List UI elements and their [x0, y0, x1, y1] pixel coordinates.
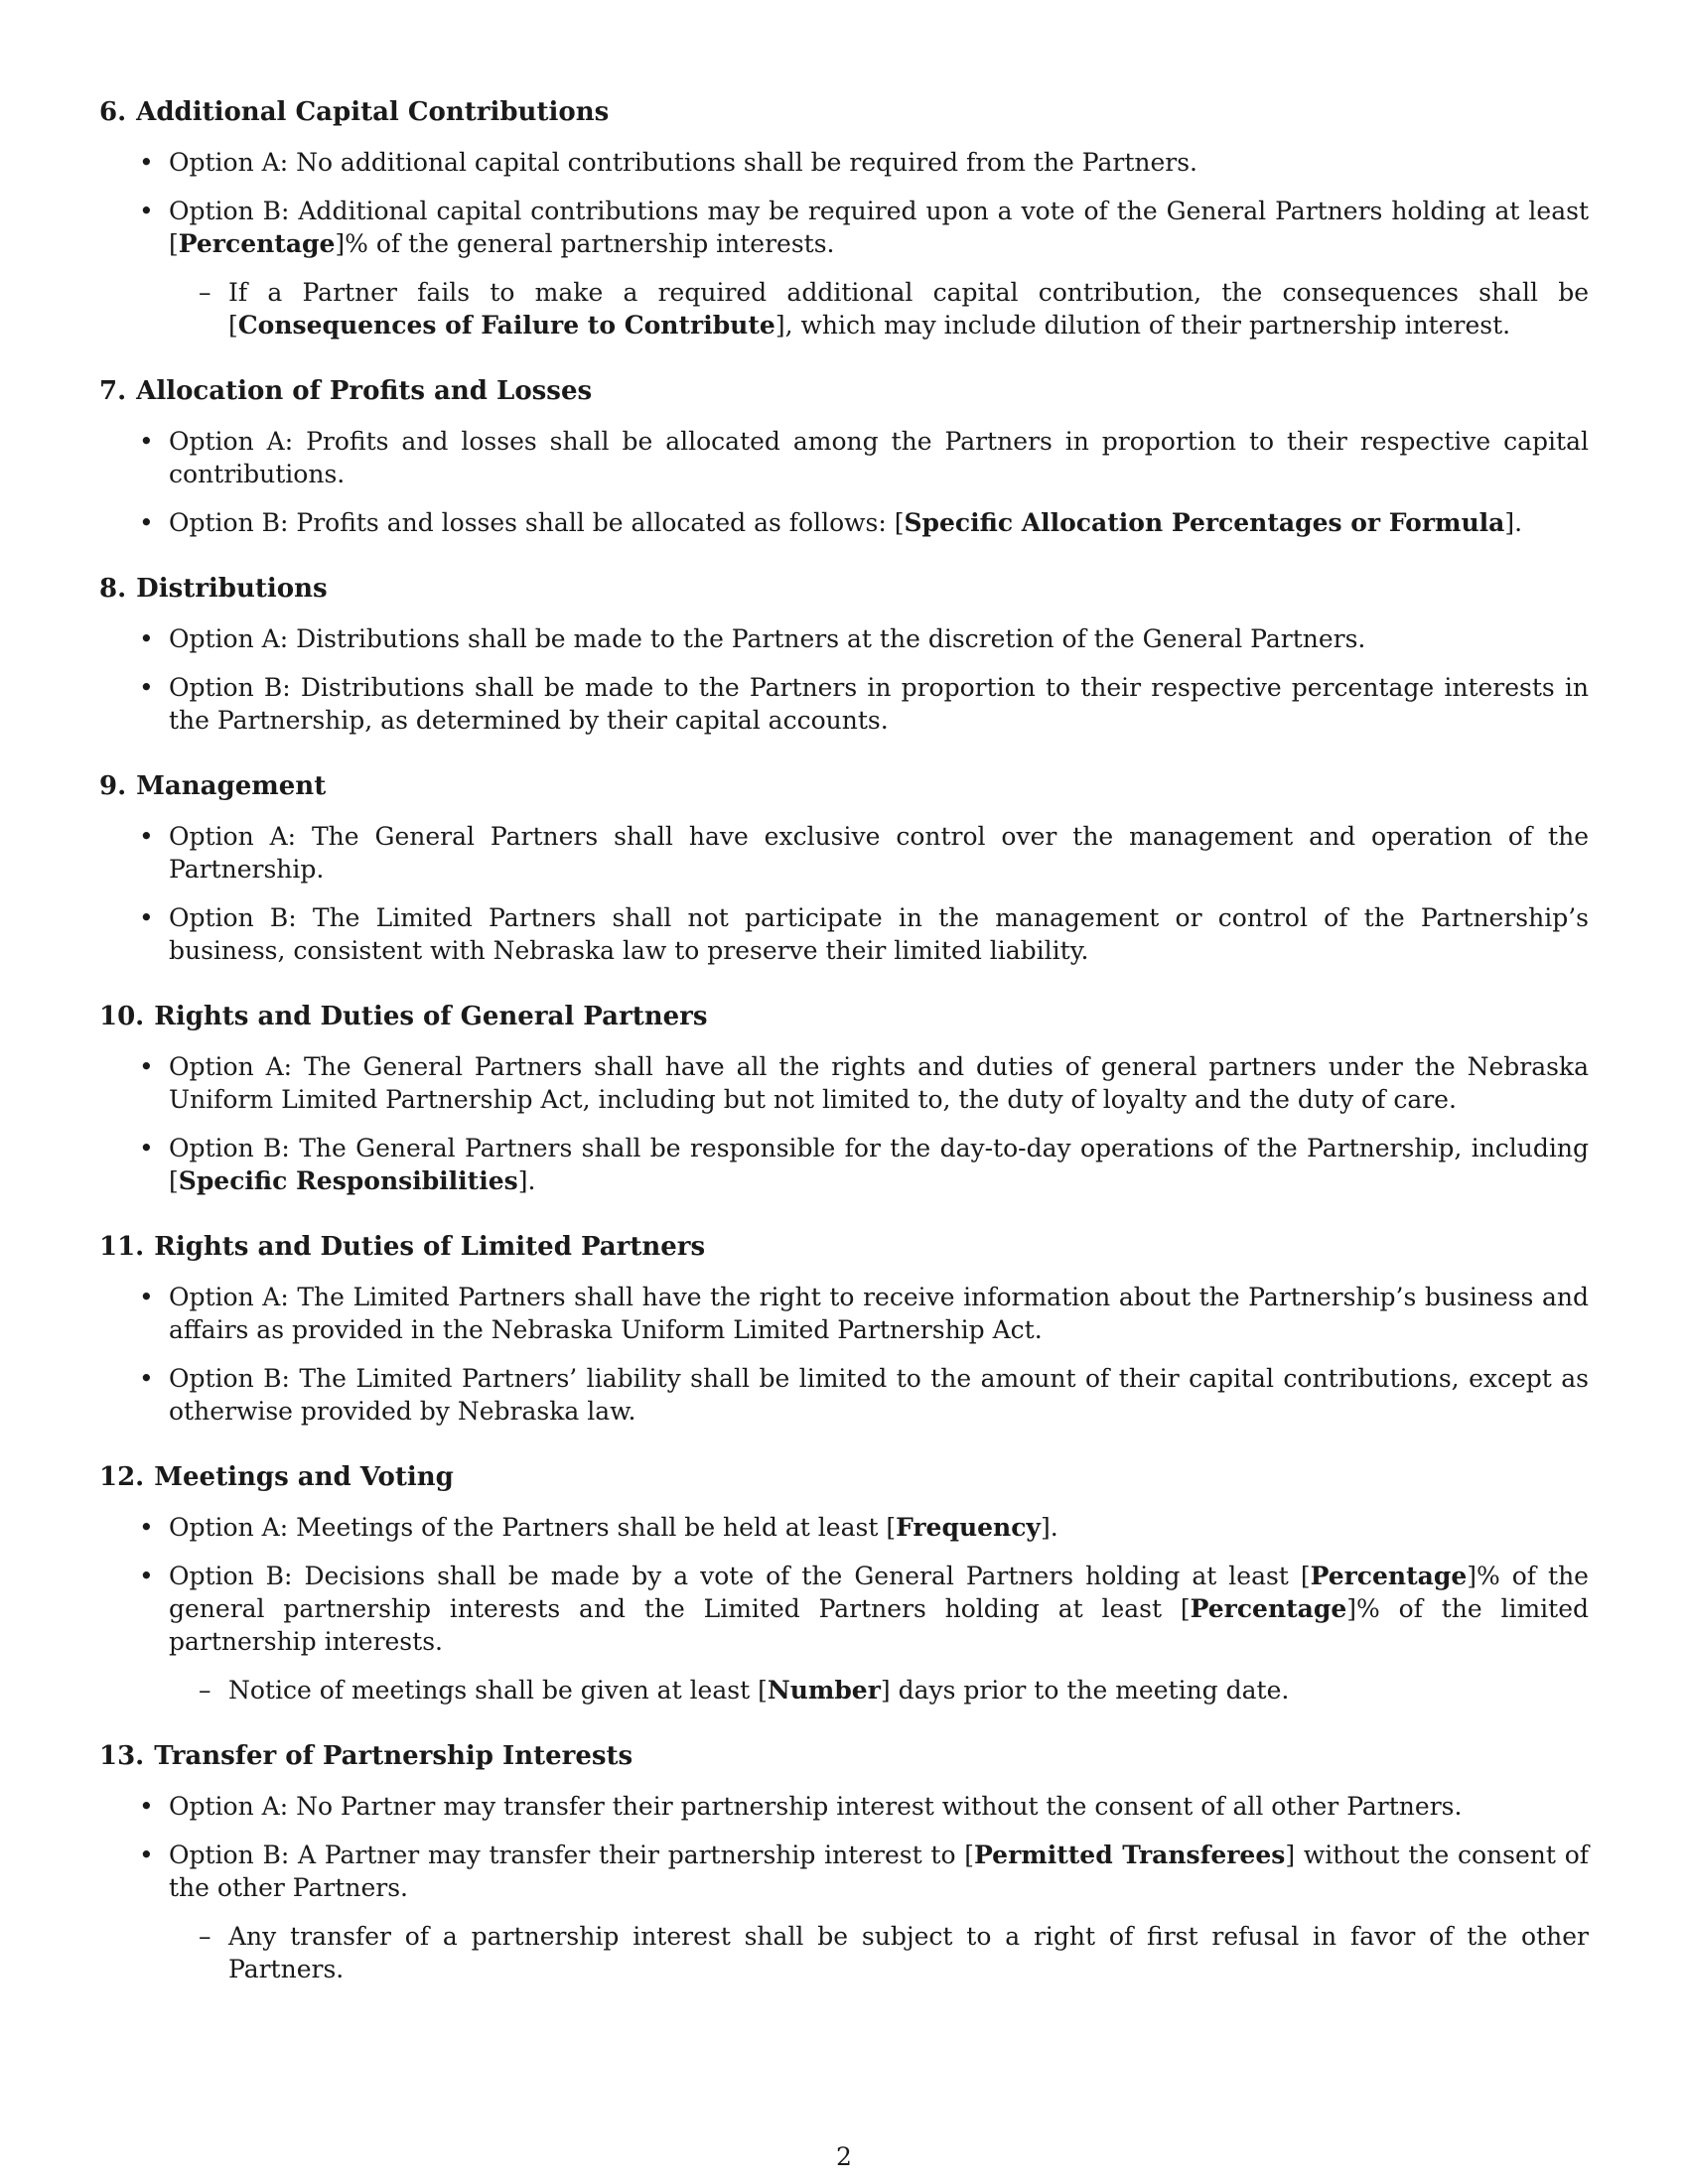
option-item [99, 146, 1589, 179]
option-item [99, 195, 1589, 341]
option-item [99, 506, 1589, 539]
section-9 [99, 770, 1589, 967]
option-list [99, 1511, 1589, 1706]
option-item [99, 1281, 1589, 1346]
sub-item-text [228, 1676, 1289, 1705]
bullet-icon: • [139, 903, 154, 932]
section-heading [99, 1001, 1589, 1033]
bullet-icon: • [139, 508, 154, 537]
option-text [169, 508, 1522, 537]
option-item [99, 1790, 1589, 1823]
section-heading [99, 96, 1589, 129]
text-run: Notice of meetings shall be given at least [ [228, 1676, 768, 1705]
option-text [169, 1283, 1589, 1344]
bullet-icon: • [139, 624, 154, 653]
text-run: Option A: Distributions shall be made to the Partners at the discretion of the General Partners. [169, 624, 1366, 653]
section-7 [99, 375, 1589, 539]
option-text [169, 1562, 1589, 1656]
bullet-icon: • [139, 1841, 154, 1869]
text-run: ] without the consent of the other Partners. [169, 1841, 1589, 1902]
text-run: If a Partner fails to make a required additional capital contribution, the consequences shall be [ [228, 278, 1589, 340]
section-title: Allocation of Profits and Losses [136, 376, 593, 406]
dash-icon: – [199, 1676, 211, 1705]
placeholder-field: Percentage [1310, 1562, 1468, 1590]
text-run: ]. [1504, 508, 1523, 537]
bullet-icon: • [139, 1364, 154, 1393]
option-item [99, 671, 1589, 737]
sub-list [169, 1920, 1589, 1985]
text-run: ]% of the limited partnership interests. [169, 1594, 1590, 1656]
section-number: 8. [99, 574, 127, 604]
option-item [99, 1839, 1589, 1985]
text-run: Option B: The Limited Partners shall not participate in the management or control of the Partnership’s business, consistent with Nebraska law to preserve their limited liability. [169, 903, 1589, 965]
option-item [99, 1511, 1589, 1544]
option-text [169, 624, 1365, 653]
option-text [169, 1841, 1589, 1902]
section-number: 9. [99, 771, 127, 801]
text-run: Option A: Meetings of the Partners shall be held at least [ [169, 1513, 897, 1542]
placeholder-field: Specific Allocation Percentages or Formula [904, 508, 1505, 537]
dash-icon: – [199, 278, 211, 307]
option-list [99, 820, 1589, 967]
document-page [99, 96, 1589, 2019]
section-heading [99, 770, 1589, 803]
section-number: 6. [99, 97, 127, 127]
dash-icon: – [199, 1922, 211, 1951]
section-title: Additional Capital Contributions [136, 97, 610, 127]
option-text [169, 903, 1589, 965]
placeholder-field: Number [767, 1676, 881, 1705]
bullet-icon: • [139, 197, 154, 225]
section-11 [99, 1231, 1589, 1428]
section-title: Meetings and Voting [154, 1462, 454, 1492]
section-10 [99, 1001, 1589, 1197]
bullet-icon: • [139, 822, 154, 851]
option-list [99, 425, 1589, 539]
text-run: Option B: Decisions shall be made by a vote of the General Partners holding at least [ [169, 1562, 1311, 1590]
text-run: Option B: Distributions shall be made to the Partners in proportion to their respective percentage interests in the Partnership, as determined by their capital accounts. [169, 673, 1589, 735]
option-text [169, 197, 1589, 258]
option-item [99, 901, 1589, 967]
text-run: ]% of the general partnership interests. [335, 229, 835, 258]
placeholder-field: Permitted Transferees [974, 1841, 1286, 1869]
option-list [99, 1050, 1589, 1197]
sub-item [169, 1920, 1589, 1985]
option-text [169, 148, 1197, 177]
section-number: 13. [99, 1741, 145, 1771]
page-number: 2 [836, 2142, 852, 2171]
section-title: Distributions [136, 574, 328, 604]
option-text [169, 673, 1589, 735]
section-number: 10. [99, 1002, 145, 1031]
section-8 [99, 573, 1589, 737]
bullet-icon: • [139, 1792, 154, 1821]
section-title: Rights and Duties of Limited Partners [154, 1232, 706, 1262]
section-6 [99, 96, 1589, 341]
placeholder-field: Frequency [896, 1513, 1041, 1542]
text-run: ], which may include dilution of their partnership interest. [774, 311, 1511, 340]
text-run: Any transfer of a partnership interest shall be subject to a right of first refusal in favor of the other Partners. [228, 1922, 1589, 1983]
sub-item [169, 1674, 1589, 1706]
bullet-icon: • [139, 673, 154, 702]
text-run: Option A: Profits and losses shall be allocated among the Partners in proportion to their respective capital contributions. [169, 427, 1589, 488]
text-run: Option A: No Partner may transfer their partnership interest without the consent of all other Partners. [169, 1792, 1463, 1821]
bullet-icon: • [139, 1134, 154, 1162]
section-heading [99, 1231, 1589, 1264]
text-run: Option A: The Limited Partners shall have the right to receive information about the Partnership’s business and affairs as provided in the Nebraska Uniform Limited Partnership Act. [169, 1283, 1589, 1344]
option-text [169, 427, 1589, 488]
sub-item-text [228, 278, 1589, 340]
text-run: Option A: The General Partners shall have exclusive control over the management and operation of the Partnership. [169, 822, 1589, 884]
option-item [99, 425, 1589, 490]
text-run: ]. [1040, 1513, 1058, 1542]
option-text [169, 822, 1589, 884]
text-run: Option B: Additional capital contributions may be required upon a vote of the General Partners holding at least [ [169, 197, 1589, 258]
option-text [169, 1792, 1462, 1821]
bullet-icon: • [139, 1513, 154, 1542]
bullet-icon: • [139, 1562, 154, 1590]
placeholder-field: Percentage [1190, 1594, 1347, 1623]
sub-list [169, 276, 1589, 341]
text-run: Option A: The General Partners shall have all the rights and duties of general partners under the Nebraska Uniform Limited Partnership Act, including but not limited to, the duty of loyalty and the duty of care. [169, 1052, 1589, 1114]
section-title: Management [136, 771, 327, 801]
text-run: Option B: Profits and losses shall be allocated as follows: [ [169, 508, 905, 537]
option-text [169, 1052, 1589, 1114]
option-item [99, 1050, 1589, 1116]
text-run: ]% of the general partnership interests and the Limited Partners holding at least [ [169, 1562, 1589, 1623]
bullet-icon: • [139, 427, 154, 456]
section-heading [99, 573, 1589, 606]
section-title: Transfer of Partnership Interests [154, 1741, 633, 1771]
option-list [99, 1790, 1589, 1985]
text-run: Option B: A Partner may transfer their partnership interest to [ [169, 1841, 975, 1869]
section-number: 12. [99, 1462, 145, 1492]
section-12 [99, 1461, 1589, 1706]
placeholder-field: Percentage [178, 229, 336, 258]
option-item [99, 1362, 1589, 1428]
section-heading [99, 1740, 1589, 1773]
text-run: ] days prior to the meeting date. [880, 1676, 1290, 1705]
option-list [99, 1281, 1589, 1428]
sub-list [169, 1674, 1589, 1706]
section-heading [99, 375, 1589, 408]
text-run: Option B: The Limited Partners’ liability shall be limited to the amount of their capital contributions, except as otherwise provided by Nebraska law. [169, 1364, 1589, 1426]
text-run: Option A: No additional capital contributions shall be required from the Partners. [169, 148, 1197, 177]
placeholder-field: Specific Responsibilities [178, 1166, 518, 1195]
text-run: Option B: The General Partners shall be responsible for the day-to-day operations of the Partnership, including [ [169, 1134, 1589, 1195]
option-item [99, 622, 1589, 655]
section-heading [99, 1461, 1589, 1494]
option-text [169, 1364, 1589, 1426]
option-list [99, 622, 1589, 737]
option-item [99, 1132, 1589, 1197]
option-item [99, 1560, 1589, 1706]
option-item [99, 820, 1589, 886]
option-text [169, 1134, 1589, 1195]
bullet-icon: • [139, 1283, 154, 1311]
section-13 [99, 1740, 1589, 1985]
option-text [169, 1513, 1058, 1542]
text-run: ]. [517, 1166, 536, 1195]
bullet-icon: • [139, 148, 154, 177]
bullet-icon: • [139, 1052, 154, 1081]
placeholder-field: Consequences of Failure to Contribute [237, 311, 775, 340]
sub-item [169, 276, 1589, 341]
section-number: 7. [99, 376, 127, 406]
sub-item-text [228, 1922, 1589, 1983]
option-list [99, 146, 1589, 341]
section-title: Rights and Duties of General Partners [154, 1002, 708, 1031]
section-number: 11. [99, 1232, 145, 1262]
